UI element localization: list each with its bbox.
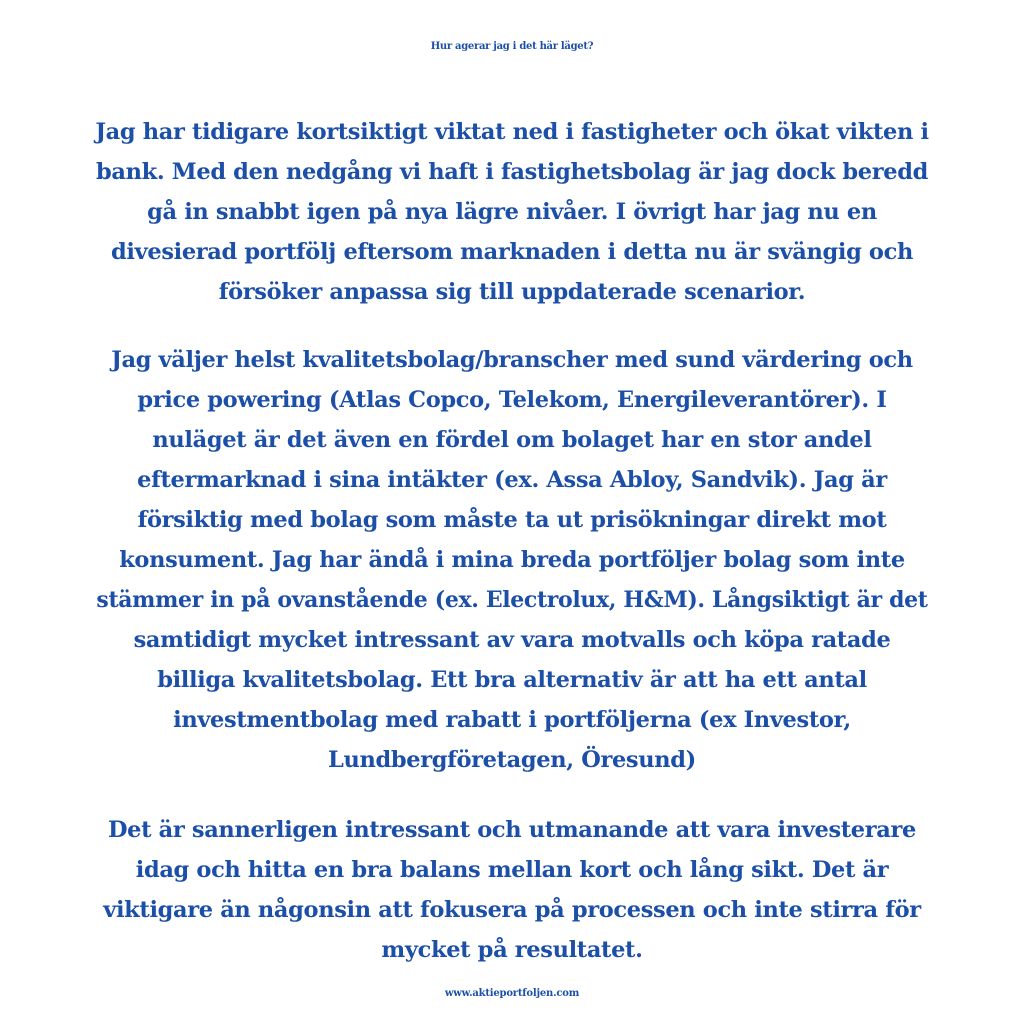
paragraph-line: mycket på resultatet. [381, 937, 643, 963]
paragraph-conclusion [90, 810, 934, 970]
paragraph-line: divesierad portfölj eftersom marknaden i detta nu är svängig och [111, 239, 913, 265]
paragraph-line: samtidigt mycket intressant av vara motvalls och köpa ratade [133, 627, 891, 653]
paragraph-positioning [90, 112, 934, 312]
paragraph-line: price powering (Atlas Copco, Telekom, Energileverantörer). I [137, 387, 887, 413]
paragraph-line: nuläget är det även en fördel om bolaget har en stor andel [152, 427, 872, 453]
paragraph-line: försiktig med bolag som måste ta ut prisökningar direkt mot [137, 507, 887, 533]
paragraph-line: Jag har tidigare kortsiktigt viktat ned i fastigheter och ökat vikten i [95, 119, 929, 145]
paragraph-line: investmentbolag med rabatt i portföljerna (ex Investor, [173, 707, 851, 733]
paragraph-line: idag och hitta en bra balans mellan kort och lång sikt. Det är [135, 857, 889, 883]
paragraph-quality-companies [90, 340, 934, 780]
document-title: Hur agerar jag i det här läget? [430, 41, 594, 52]
paragraph-line: Jag väljer helst kvalitetsbolag/branscher med sund värdering och [111, 347, 913, 373]
paragraph-line: stämmer in på ovanstående (ex. Electrolux, H&M). Långsiktigt är det [96, 587, 928, 613]
footer-website: www.aktieportfoljen.com [444, 988, 580, 999]
paragraph-line: viktigare än någonsin att fokusera på processen och inte stirra för [103, 897, 921, 923]
paragraph-line: Lundbergföretagen, Öresund) [328, 747, 696, 773]
paragraph-line: billiga kvalitetsbolag. Ett bra alternativ är att ha ett antal [157, 667, 867, 693]
paragraph-line: gå in snabbt igen på nya lägre nivåer. I övrigt har jag nu en [147, 199, 877, 225]
paragraph-line: konsument. Jag har ändå i mina breda portföljer bolag som inte [119, 547, 905, 573]
paragraph-line: bank. Med den nedgång vi haft i fastighetsbolag är jag dock beredd [95, 159, 929, 185]
paragraph-line: Det är sannerligen intressant och utmanande att vara investerare [108, 817, 916, 843]
paragraph-line: försöker anpassa sig till uppdaterade scenarior. [218, 279, 806, 305]
paragraph-line: eftermarknad i sina intäkter (ex. Assa Abloy, Sandvik). Jag är [137, 467, 887, 493]
